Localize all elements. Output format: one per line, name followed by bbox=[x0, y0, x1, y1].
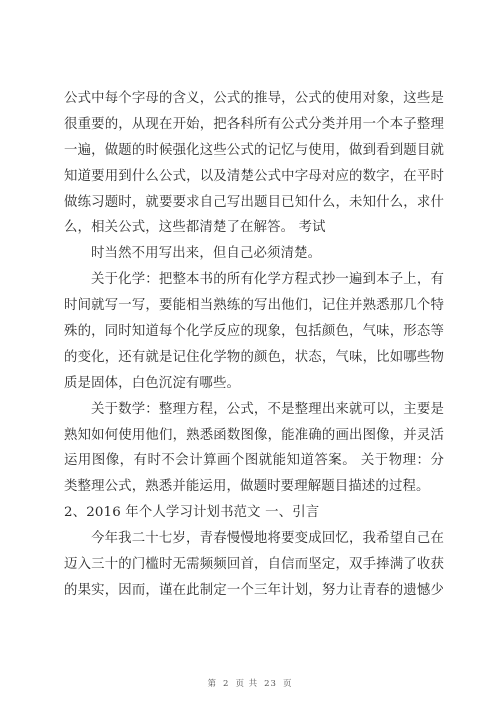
text-line: 时间就写一写，要能相当熟练的写出他们，记住并熟悉那几个特 bbox=[64, 298, 444, 314]
page-number: 2 bbox=[223, 679, 230, 689]
text-line: 的果实，因而，谨在此制定一个三年计划，努力让青春的遗憾少 bbox=[64, 582, 444, 598]
text-line: 关于数学：整理方程，公式，不是整理出来就可以，主要是 bbox=[91, 401, 444, 417]
text-line: 很重要的，从现在开始，把各科所有公式分类并用一个本子整理 bbox=[64, 116, 444, 132]
text-line: 熟知如何使用他们，熟悉函数图像，能准确的画出图像，并灵活 bbox=[64, 427, 444, 443]
text-line: 质是固体，白色沉淀有哪些。 bbox=[64, 375, 241, 391]
footer-prefix: 第 bbox=[207, 679, 218, 689]
text-line: 运用图像，有时不会计算画个图就能知道答案。 关于物理：分 bbox=[64, 453, 444, 469]
total-pages: 23 bbox=[264, 679, 277, 689]
page-footer bbox=[0, 677, 500, 689]
text-line: 公式中每个字母的含义，公式的推导，公式的使用对象，这些是 bbox=[64, 91, 444, 106]
text-line: 今年我二十七岁，青春慢慢地将要变成回忆，我希望自己在 bbox=[91, 531, 444, 547]
text-line: 时当然不用写出来，但自己必须清楚。 bbox=[91, 246, 322, 262]
text-line: 的变化，还有就是记住化学物的颜色，状态，气味，比如哪些物 bbox=[64, 349, 444, 365]
body-text bbox=[64, 86, 444, 604]
section-heading: 2、2016 年个人学习计划书范文 一、引言 bbox=[64, 505, 320, 521]
text-line: 么，相关公式，这些都清楚了在解答。 考试 bbox=[64, 220, 326, 236]
text-line: 关于化学：把整本书的所有化学方程式抄一遍到本子上，有 bbox=[91, 272, 444, 288]
text-line: 迈入三十的门槛时无需频频回首，自信而坚定，双手捧满了收获 bbox=[64, 557, 444, 573]
text-line: 知道要用到什么公式，以及清楚公式中字母对应的数字，在平时 bbox=[64, 168, 444, 184]
text-line: 做练习题时，就要要求自己写出题目已知什么，未知什么，求什 bbox=[64, 194, 444, 210]
text-line: 殊的，同时知道每个化学反应的现象，包括颜色，气味，形态等 bbox=[64, 324, 444, 340]
footer-middle: 页 共 bbox=[235, 679, 259, 689]
text-line: 一遍，做题的时候强化这些公式的记忆与使用，做到看到题目就 bbox=[64, 142, 444, 158]
text-line: 类整理公式，熟悉并能运用，做题时要理解题目描述的过程。 bbox=[64, 479, 430, 495]
footer-suffix: 页 bbox=[282, 679, 293, 689]
